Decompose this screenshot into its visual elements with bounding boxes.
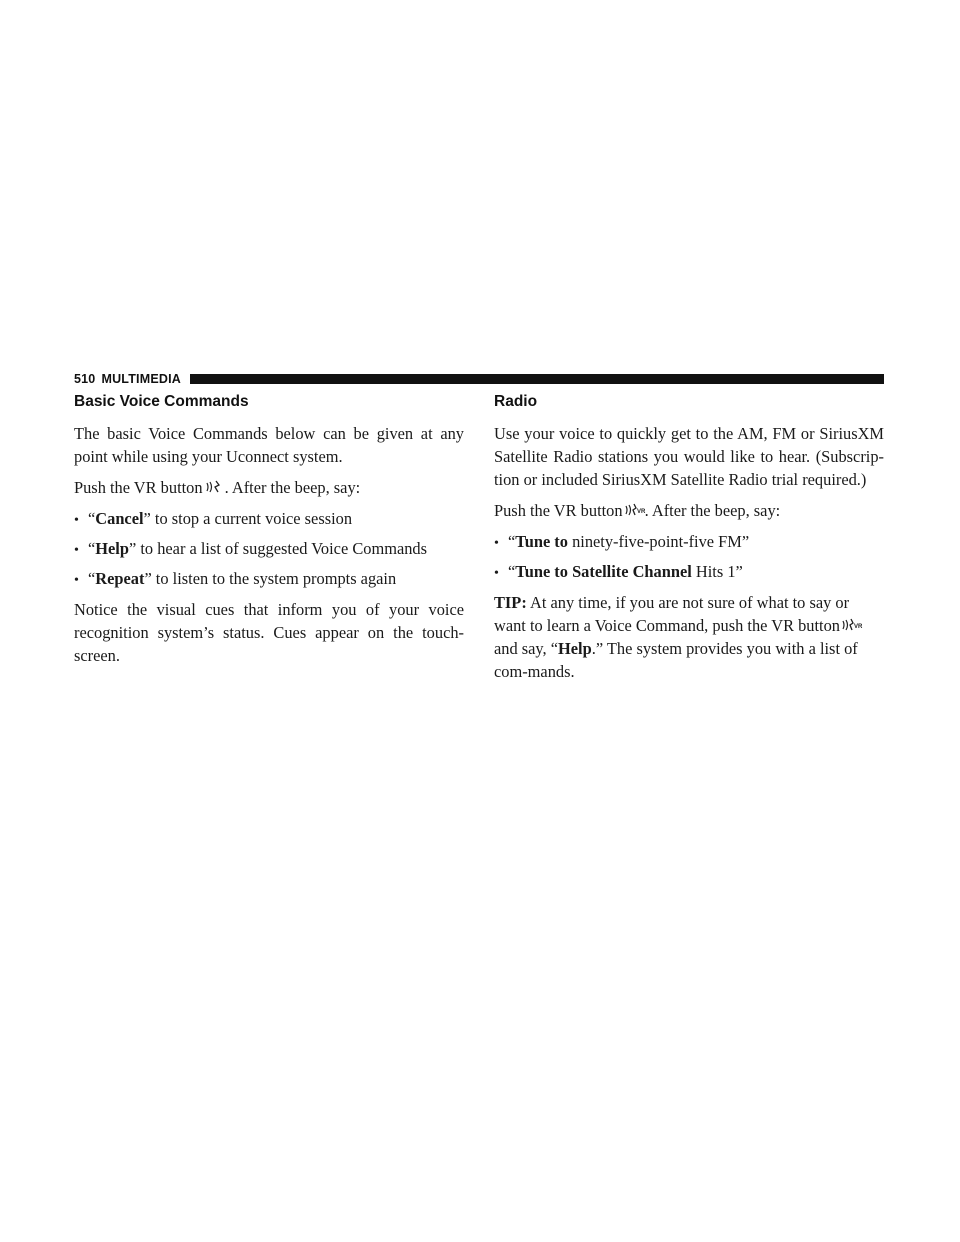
header-rule xyxy=(190,374,884,384)
svg-text:VR: VR xyxy=(854,624,863,630)
radio-commands-list xyxy=(494,530,884,585)
radio-intro: Use your voice to quickly get to the AM, FM or SiriusXM Satellite Radio stations you would like to hear. (Subscrip-tion or included SiriusXM Satellite Radio trial required.) xyxy=(494,424,884,489)
vr-instruction-end: . After the beep, say: xyxy=(644,501,781,520)
left-column xyxy=(74,392,464,675)
basic-commands-intro: The basic Voice Commands below can be given at any point while using your Uconnect system. xyxy=(74,424,464,466)
command-help: Help xyxy=(95,539,129,558)
list-item: • “Repeat” to listen to the system prompts again xyxy=(74,569,397,588)
basic-voice-commands-heading: Basic Voice Commands xyxy=(74,393,249,410)
command-repeat: Repeat xyxy=(95,569,145,588)
vr-instruction-end: . After the beep, say: xyxy=(224,478,361,497)
basic-commands-list xyxy=(74,507,464,592)
list-item: • “Cancel” to stop a current voice session xyxy=(74,509,353,528)
page-header xyxy=(74,371,884,387)
list-item: • “Tune to ninety-five-point-five FM” xyxy=(494,532,750,551)
radio-heading: Radio xyxy=(494,393,538,410)
section-name: MULTIMEDIA xyxy=(101,372,182,386)
command-tune-to: Tune to xyxy=(515,532,568,551)
command-help: Help xyxy=(558,639,592,658)
vr-button-icon xyxy=(624,502,644,518)
command-tune-satellite: Tune to Satellite Channel xyxy=(515,562,692,581)
vr-button-icon xyxy=(841,617,861,633)
vr-instruction xyxy=(74,476,464,499)
list-item: • “Help” to hear a list of suggested Voice Commands xyxy=(74,539,427,558)
list-item: • “Tune to Satellite Channel Hits 1” xyxy=(494,562,743,581)
vr-instruction-start: Push the VR button xyxy=(494,501,623,520)
visual-cues-note: Notice the visual cues that inform you of your voice recognition system’s status. Cues appear on the touch-screen. xyxy=(74,600,464,665)
vr-button-icon xyxy=(204,479,224,495)
tip-paragraph: TIP: At any time, if you are not sure of what to say or want to learn a Voice Command, push the VR button VR and say, “Help.” The system provides you with a list of com-mands. xyxy=(494,593,863,681)
vr-instruction-start: Push the VR button xyxy=(74,478,203,497)
page-number: 510 xyxy=(74,372,96,386)
tip-label: TIP: xyxy=(494,593,527,612)
svg-text:VR: VR xyxy=(636,509,645,515)
vr-instruction xyxy=(494,499,884,522)
command-cancel: Cancel xyxy=(95,509,144,528)
right-column xyxy=(494,392,884,691)
